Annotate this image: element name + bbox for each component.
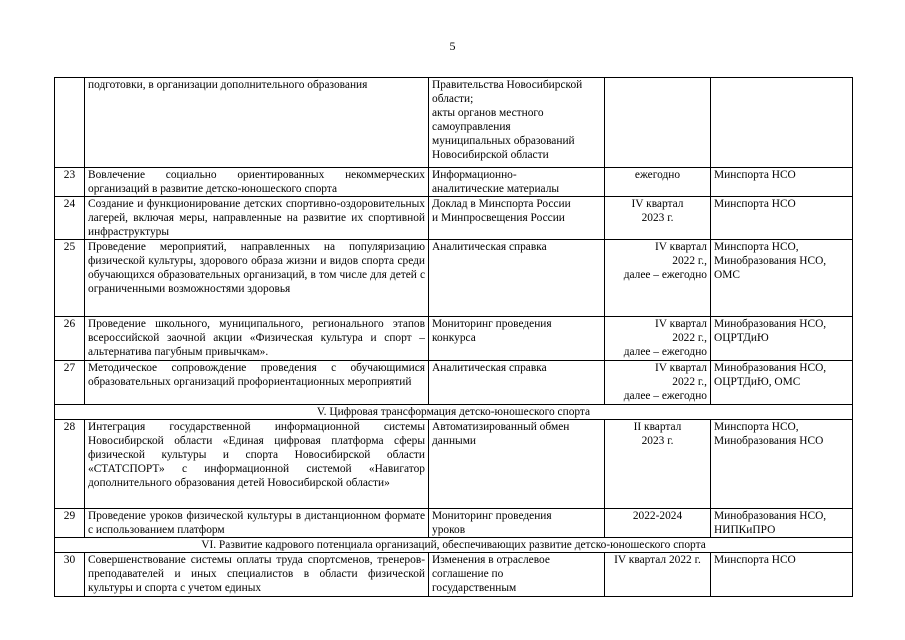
action-cell: Интеграция государственной информационной системы Новосибирской области «Единая цифровая платформа сферы физической культуры и спорта Новосибирской области «СТАТСПОРТ» с информационной системой «Навигатор дополнительного образования детей Новосибирской области» <box>85 420 429 509</box>
result-cell: Мониторинг проведения конкурса <box>429 317 605 361</box>
action-cell: Методическое сопровождение проведения с обучающимися образовательных организаций профориентационных мероприятий <box>85 361 429 405</box>
term-cell: IV квартал 2022 г., далее – ежегодно <box>605 317 711 361</box>
table-row <box>55 361 853 405</box>
executor-cell: Минспорта НСО <box>711 553 853 597</box>
action-cell: подготовки, в организации дополнительного образования <box>85 78 429 168</box>
action-cell: Вовлечение социально ориентированных некоммерческих организаций в развитие детско-юношеского спорта <box>85 168 429 197</box>
table-row <box>55 240 853 317</box>
section-row <box>55 538 853 553</box>
row-number: 24 <box>55 197 85 240</box>
section-row <box>55 405 853 420</box>
result-cell: Информационно- аналитические материалы <box>429 168 605 197</box>
executor-cell: Минспорта НСО, Минобразования НСО <box>711 420 853 509</box>
term-cell: IV квартал 2023 г. <box>605 197 711 240</box>
action-cell: Проведение уроков физической культуры в дистанционном формате с использованием платформ <box>85 509 429 538</box>
term-cell: 2022-2024 <box>605 509 711 538</box>
result-cell: Правительства Новосибирской области; акты органов местного самоуправления муниципальных образований Новосибирской области <box>429 78 605 168</box>
term-cell: IV квартал 2022 г. <box>605 553 711 597</box>
result-cell: Доклад в Минспорта России и Минпросвещения России <box>429 197 605 240</box>
row-number: 26 <box>55 317 85 361</box>
executor-cell: Минспорта НСО, Минобразования НСО, ОМС <box>711 240 853 317</box>
page-number: 5 <box>449 39 456 53</box>
row-number: 30 <box>55 553 85 597</box>
action-cell: Проведение мероприятий, направленных на популяризацию физической культуры, здорового образа жизни и видов спорта среди обучающихся образовательных организаций, в том числе для детей с ограниченными возможностями здоровья <box>85 240 429 317</box>
row-number: 29 <box>55 509 85 538</box>
row-number: 25 <box>55 240 85 317</box>
action-cell: Создание и функционирование детских спортивно-оздоровительных лагерей, включая меры, направленные на развитие их спортивной инфраструктуры <box>85 197 429 240</box>
result-cell: Мониторинг проведения уроков <box>429 509 605 538</box>
result-cell: Аналитическая справка <box>429 361 605 405</box>
executor-cell: Минспорта НСО <box>711 197 853 240</box>
section-heading: VI. Развитие кадрового потенциала организаций, обеспечивающих развитие детско-юношеского спорта <box>55 538 853 553</box>
activity-plan-table <box>54 77 853 597</box>
table-row <box>55 553 853 597</box>
row-number: 27 <box>55 361 85 405</box>
section-heading: V. Цифровая трансформация детско-юношеского спорта <box>55 405 853 420</box>
action-cell: Проведение школьного, муниципального, регионального этапов всероссийской заочной акции «Физическая культура и спорт – альтернатива пагубным привычкам». <box>85 317 429 361</box>
table-row <box>55 509 853 538</box>
table-row <box>55 78 853 168</box>
action-cell: Совершенствование системы оплаты труда спортсменов, тренеров-преподавателей и иных специалистов в области физической культуры и спорта с учетом единых <box>85 553 429 597</box>
executor-cell <box>711 78 853 168</box>
term-cell: IV квартал 2022 г., далее – ежегодно <box>605 240 711 317</box>
table-row <box>55 317 853 361</box>
executor-cell: Минспорта НСО <box>711 168 853 197</box>
row-number <box>55 78 85 168</box>
row-number: 23 <box>55 168 85 197</box>
term-cell: IV квартал 2022 г., далее – ежегодно <box>605 361 711 405</box>
row-number: 28 <box>55 420 85 509</box>
term-cell <box>605 78 711 168</box>
result-cell: Изменения в отраслевое соглашение по государственным <box>429 553 605 597</box>
executor-cell: Минобразования НСО, ОЦРТДиЮ, ОМС <box>711 361 853 405</box>
result-cell: Аналитическая справка <box>429 240 605 317</box>
term-cell: ежегодно <box>605 168 711 197</box>
result-cell: Автоматизированный обмен данными <box>429 420 605 509</box>
term-cell: II квартал 2023 г. <box>605 420 711 509</box>
executor-cell: Минобразования НСО, НИПКиПРО <box>711 509 853 538</box>
table-row <box>55 197 853 240</box>
table-row <box>55 420 853 509</box>
table-row <box>55 168 853 197</box>
executor-cell: Минобразования НСО, ОЦРТДиЮ <box>711 317 853 361</box>
